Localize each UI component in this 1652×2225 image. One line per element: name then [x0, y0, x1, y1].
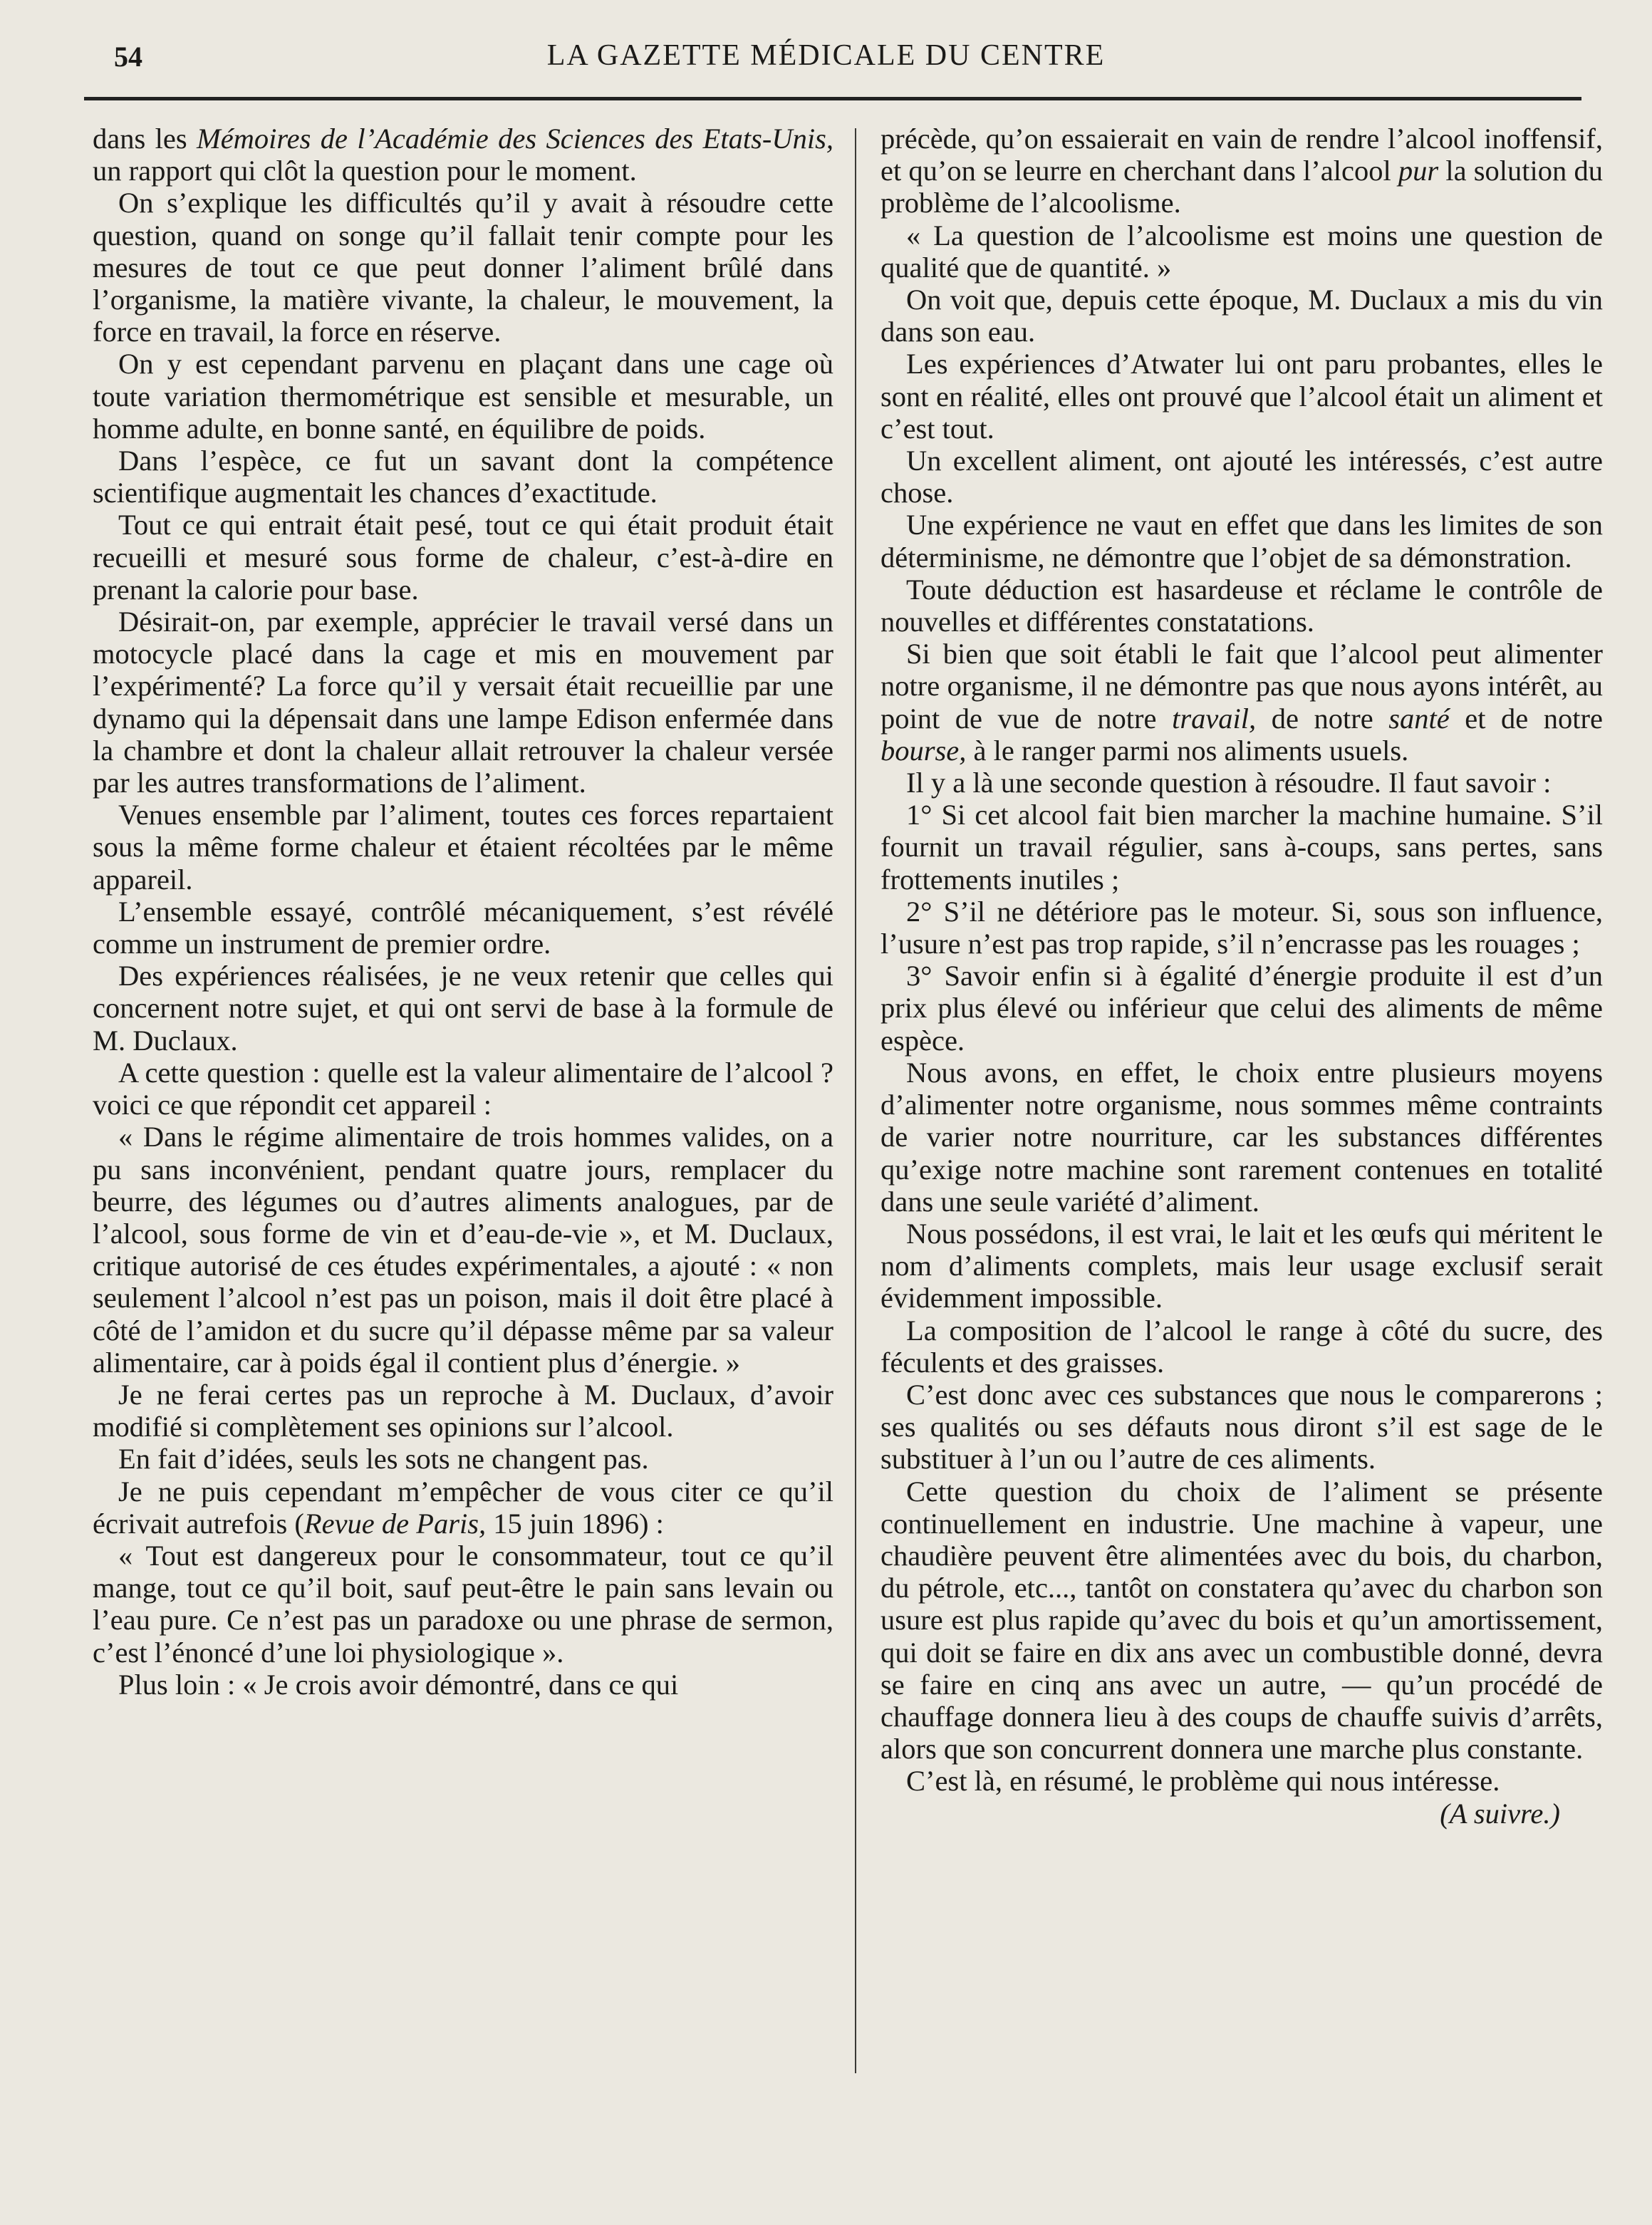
- paragraph: Tout ce qui entrait était pesé, tout ce qui était produit était recueilli et mesuré sous forme de chaleur, c’est-à-dire en prenant la calorie pour base.: [93, 509, 833, 606]
- paragraph: En fait d’idées, seuls les sots ne changent pas.: [118, 1443, 649, 1475]
- journal-reference: Revue de Paris,: [303, 1507, 487, 1540]
- paragraph: Des expériences réalisées, je ne veux retenir que celles qui concernent notre sujet, et qui ont servi de base à la formule de M. Duclaux.: [93, 960, 833, 1057]
- paragraph: C’est donc avec ces substances que nous le comparerons ; ses qualités ou ses défauts nous diront s’il est sage de le substituer à l’un ou l’autre de ces aliments.: [880, 1378, 1603, 1475]
- page-number: 54: [114, 41, 142, 73]
- paragraph: Plus loin : « Je crois avoir démontré, dans ce qui: [118, 1668, 679, 1701]
- paragraph: Les expériences d’Atwater lui ont paru probantes, elles le sont en réalité, elles ont prouvé que l’alcool était un aliment et c’est tout.: [880, 348, 1603, 445]
- header-rule: [84, 97, 1581, 100]
- paragraph: Si bien que soit établi le fait que l’alcool peut alimenter notre organisme, il ne démontre pas que nous ayons intérêt, au point de vue de notre travail, de notre santé et de notre bourse, à le ranger parmi nos aliments usuels.: [880, 638, 1603, 767]
- paragraph: On voit que, depuis cette époque, M. Duclaux a mis du vin dans son eau.: [880, 284, 1603, 348]
- paragraph: La composition de l’alcool le range à côté du sucre, des féculents et des graisses.: [880, 1314, 1603, 1379]
- journal-title: LA GAZETTE MÉDICALE DU CENTRE: [546, 39, 1106, 72]
- quotation-paragraph: « La question de l’alcoolisme est moins une question de qualité que de quantité. »: [880, 219, 1603, 284]
- paragraph: Venues ensemble par l’aliment, toutes ces forces repartaient sous la même forme chaleur et étaient récoltées par le même appareil.: [93, 799, 833, 896]
- list-item: 1° Si cet alcool fait bien marcher la machine humaine. S’il fournit un travail régulier, sans à-coups, sans pertes, sans frottements inutiles ;: [880, 799, 1603, 896]
- left-column: [93, 123, 833, 1701]
- paragraph: A cette question : quelle est la valeur alimentaire de l’alcool ? voici ce que répondit cet appareil :: [93, 1056, 833, 1121]
- to-be-continued-note: (A suivre.): [1440, 1797, 1560, 1830]
- paragraph: Dans l’espèce, ce fut un savant dont la compétence scientifique augmentait les chances d’exactitude.: [93, 445, 833, 509]
- paragraph: Toute déduction est hasardeuse et réclame le contrôle de nouvelles et différentes constatations.: [880, 573, 1603, 638]
- paragraph: Une expérience ne vaut en effet que dans les limites de son déterminisme, ne démontre que l’objet de sa démonstration.: [880, 509, 1603, 574]
- journal-reference: Mémoires de l’Académie des Sciences des Etats-Unis,: [196, 123, 833, 155]
- right-column: [880, 123, 1603, 1830]
- paragraph: précède, qu’on essaierait en vain de rendre l’alcool inoffensif, et qu’on se leurre en cherchant dans l’alcool pur la solution du problème de l’alcoolisme.: [880, 123, 1603, 219]
- paragraph: On y est cependant parvenu en plaçant dans une cage où toute variation thermométrique est sensible et mesurable, un homme adulte, en bonne santé, en équilibre de poids.: [93, 348, 833, 445]
- paragraph: On s’explique les difficultés qu’il y avait à résoudre cette question, quand on songe qu’il fallait tenir compte pour les mesures de tout ce que peut donner l’aliment brûlé dans l’organisme, la matière vivante, la chaleur, le mouvement, la force en travail, la force en réserve.: [93, 187, 833, 348]
- list-item: 3° Savoir enfin si à égalité d’énergie produite il est d’un prix plus élevé ou inférieur que celui des aliments de même espèce.: [880, 960, 1603, 1057]
- paragraph: Je ne ferai certes pas un reproche à M. Duclaux, d’avoir modifié si complètement ses opinions sur l’alcool.: [93, 1378, 833, 1443]
- paragraph: Nous avons, en effet, le choix entre plusieurs moyens d’alimenter notre organisme, nous sommes même contraints de varier notre nourriture, car les substances différentes qu’exige notre machine sont rarement contenues en totalité dans une seule variété d’aliment.: [880, 1056, 1603, 1218]
- paragraph: dans les Mémoires de l’Académie des Sciences des Etats-Unis, un rapport qui clôt la question pour le moment.: [93, 123, 833, 187]
- list-item: 2° S’il ne détériore pas le moteur. Si, sous son influence, l’usure n’est pas trop rapide, s’il n’encrasse pas les rouages ;: [880, 895, 1603, 960]
- paragraph: Un excellent aliment, ont ajouté les intéressés, c’est autre chose.: [880, 445, 1603, 509]
- paragraph: L’ensemble essayé, contrôlé mécaniquement, s’est révélé comme un instrument de premier ordre.: [93, 895, 833, 960]
- paragraph: Je ne puis cependant m’empêcher de vous citer ce qu’il écrivait autrefois (Revue de Paris, 15 juin 1896) :: [93, 1475, 833, 1540]
- paragraph: C’est là, en résumé, le problème qui nous intéresse.: [906, 1765, 1500, 1798]
- column-divider: [855, 128, 856, 2073]
- paragraph: Désirait-on, par exemple, apprécier le travail versé dans un motocycle placé dans la cage et mis en mouvement par l’expérimenté? La force qu’il y versait était recueillie par une dynamo qui la dépensait dans une lampe Edison enfermée dans la chambre et dont la chaleur allait retrouver la chaleur versée par les autres transformations de l’aliment.: [93, 606, 833, 799]
- quotation-paragraph: « Dans le régime alimentaire de trois hommes valides, on a pu sans inconvénient, pendant quatre jours, remplacer du beurre, des légumes ou d’autres aliments analogues, par de l’alcool, sous forme de vin et d’eau-de-vie », et M. Duclaux, critique autorisé de ces études expérimentales, a ajouté : « non seulement l’alcool n’est pas un poison, mais il doit être placé à côté de l’amidon et du sucre qu’il dépasse même par sa valeur alimentaire, car à poids égal il contient plus d’énergie. »: [93, 1121, 833, 1379]
- paragraph: Cette question du choix de l’aliment se présente continuellement en industrie. Une machine à vapeur, une chaudière peuvent être alimentées avec du bois, du charbon, du pétrole, etc..., tantôt on constatera qu’avec du charbon son usure est plus rapide qu’avec du bois et qu’un amortissement, qui doit se faire en dix ans avec un combustible donné, devra se faire en cinq ans avec un autre, — qu’un procédé de chauffage donnera lieu à des coups de chauffe suivis d’arrêts, alors que son concurrent donnera une marche plus constante.: [880, 1475, 1603, 1765]
- paragraph: Il y a là une seconde question à résoudre. Il faut savoir :: [906, 767, 1552, 799]
- quotation-paragraph: « Tout est dangereux pour le consommateur, tout ce qu’il mange, tout ce qu’il boit, sauf peut-être le pain sans levain ou l’eau pure. Ce n’est pas un paradoxe ou une phrase de sermon, c’est l’énoncé d’une loi physiologique ».: [93, 1539, 833, 1669]
- paragraph: Nous possédons, il est vrai, le lait et les œufs qui méritent le nom d’aliments complets, mais leur usage exclusif serait évidemment impossible.: [880, 1217, 1603, 1314]
